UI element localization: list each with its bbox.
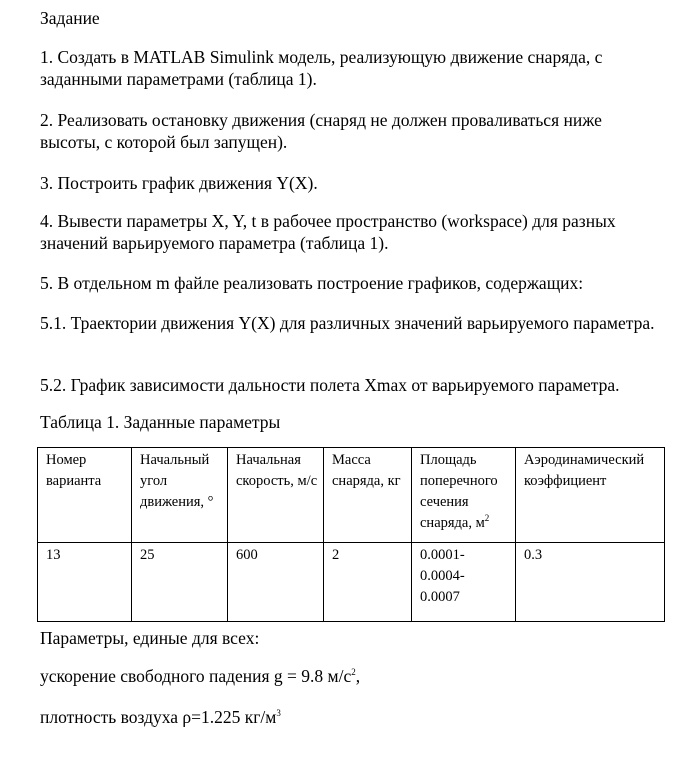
table-row <box>38 543 665 622</box>
header-drag-coefficient: Аэродинамический коэффициент <box>516 448 665 543</box>
cell-speed: 600 <box>228 543 324 622</box>
header-variant: Номер варианта <box>38 448 132 543</box>
document-title: Задание <box>40 8 100 28</box>
table-header-row <box>38 448 665 543</box>
cell-drag-coefficient: 0.3 <box>516 543 665 622</box>
task-5-1: 5.1. Траектории движения Y(X) для различных значений варьируемого параметра. <box>40 313 655 333</box>
header-mass: Масса снаряда, кг <box>324 448 412 543</box>
table-caption: Таблица 1. Заданные параметры <box>40 412 281 432</box>
cell-variant: 13 <box>38 543 132 622</box>
header-speed: Начальная скорость, м/с <box>228 448 324 543</box>
common-params-title: Параметры, единые для всех: <box>40 628 260 648</box>
cell-mass: 2 <box>324 543 412 622</box>
cell-angle: 25 <box>132 543 228 622</box>
header-area: Площадь поперечного сечения снаряда, $м^2$ <box>412 448 516 543</box>
header-angle: Начальный угол движения, ° <box>132 448 228 543</box>
task-2: 2. Реализовать остановку движения (снаряд не должен проваливаться ниже высоты, с которой был запущен). <box>40 110 602 152</box>
parameters-table <box>37 447 665 622</box>
air-density-line: плотность воздуха ρ=1.225 $кг/м^3$ <box>40 707 281 727</box>
task-3: 3. Построить график движения Y(X). <box>40 173 318 193</box>
task-5: 5. В отдельном m файле реализовать построение графиков, содержащих: <box>40 273 584 293</box>
cell-area: 0.0001- 0.0004- 0.0007 <box>412 543 516 622</box>
gravity-line: ускорение свободного падения g = 9.8 $м/с^2$, <box>40 666 361 686</box>
task-1: 1. Создать в MATLAB Simulink модель, реализующую движение снаряда, с заданными параметрами (таблица 1). <box>40 47 603 89</box>
task-4: 4. Вывести параметры X, Y, t в рабочее пространство (workspace) для разных значений варьируемого параметра (таблица 1). <box>40 211 616 253</box>
task-5-2: 5.2. График зависимости дальности полета Xmax от варьируемого параметра. <box>40 375 620 395</box>
